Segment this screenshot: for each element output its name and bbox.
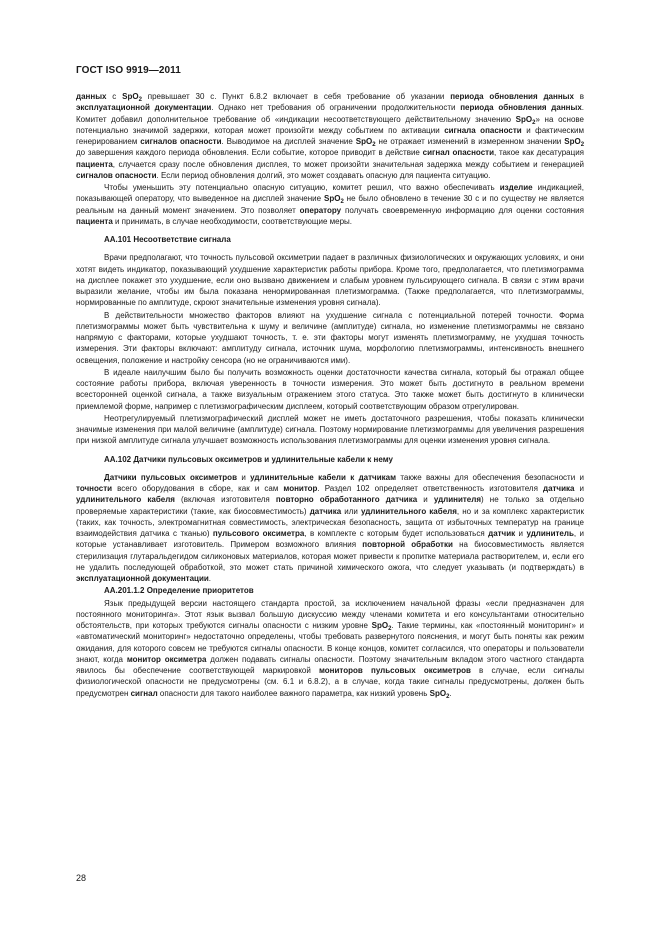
text-run: и принимать, в случае необходимости, соответствующие меры. xyxy=(112,216,353,226)
bold-term: датчика xyxy=(542,484,575,493)
bold-term: повторной обработки xyxy=(362,540,453,550)
text-run: и xyxy=(417,495,434,505)
bold-term: сигналов опасности xyxy=(140,137,222,146)
bold-term: удлинительного кабеля xyxy=(360,506,457,516)
bold-term: мониторов пульсовых оксиметров xyxy=(318,666,471,675)
paragraph xyxy=(76,252,584,308)
bold-term: удлинительные кабели к датчикам xyxy=(250,472,396,482)
bold-term: пациента xyxy=(76,216,113,226)
bold-term: удлинитель xyxy=(526,529,574,538)
bold-term: сигналов опасности xyxy=(76,170,157,180)
text-run: или xyxy=(341,506,361,516)
text-run: превышает 30 с. Пункт 6.8.2 включает в себя требование об указании xyxy=(141,92,451,101)
text-run: АА.102 Датчики пульсовых оксиметров и удлинительные кабели к нему xyxy=(104,454,393,464)
paragraph xyxy=(76,413,584,447)
bold-term: SpO xyxy=(515,114,533,124)
text-run: с xyxy=(106,92,123,101)
bold-term: точности xyxy=(76,484,113,493)
bold-term: удлинителя xyxy=(433,495,482,505)
subscript: 2 xyxy=(446,693,450,700)
text-run: и xyxy=(574,484,584,493)
text-run: не отражает изменений в измеренном значении xyxy=(375,137,565,146)
subscript: 2 xyxy=(372,142,376,148)
text-run: . Комитет добавил дополнительное требование об «индикации несоответствующего действительному значению xyxy=(76,103,585,124)
paragraph xyxy=(76,598,584,699)
bold-term: сигнала опасности xyxy=(444,125,522,135)
page-number: 28 xyxy=(76,873,87,883)
bold-term: SpO xyxy=(429,688,447,698)
text-run: ) не только за отдельно проверяемые характеристики (такие, как биосовместимость) xyxy=(76,495,584,516)
bold-term: пациента xyxy=(76,159,113,169)
text-run: на биосовместимость является стерилизация глутаральдегидом силиконовых материалов, которая может привести к пропитке материала растворителем, и, если его не удалить последующей обработкой, это может стать причиной химического ожога, что следует указывать (и подтверждать) в xyxy=(76,540,584,572)
text-run: . Такие термины, как «постоянный мониторинг» и «автоматический мониторинг» недостаточно определены, чтобы требовать развернутого пояснения, и могут быть поняты как режим ожидания, для которого совсем не требуются сигналы опасности. В конце концов, комитет согласился, что операторы и пользователи знают, когда xyxy=(76,621,585,664)
text-run: индикацией, показывающей оператору, что выведенное на дисплей значение xyxy=(76,183,584,204)
text-run: и xyxy=(236,472,251,482)
bold-term: монитор xyxy=(283,484,318,493)
bold-term: сигнал xyxy=(130,688,158,698)
subscript: 2 xyxy=(580,142,585,148)
text-run: также важны для обеспечения безопасности и xyxy=(396,472,584,482)
text-run: . xyxy=(208,574,212,583)
bold-term: Датчики пульсовых оксиметров xyxy=(104,472,237,482)
text-run: до завершения каждого периода обновления. Если событие, которое приводит в действие xyxy=(76,148,423,158)
bold-term: повторно обработанного датчика xyxy=(275,495,418,505)
bold-term: датчика xyxy=(309,506,342,516)
bold-term: оператору xyxy=(299,205,342,215)
bold-term: сигнал опасности xyxy=(422,148,494,158)
text-run: Неотрегулируемый плетизмографический дисплей может не иметь достаточного разрешения, чтобы показать клинически значимые изменения при малой величине (амплитуде) сигнала. Поэтому нормирование плетизмограммы для увеличения разрешения при низкой амплитуде сигнала улучшает возможность использования плетизмограммы для оценки изменения уровня сигнала. xyxy=(76,413,584,446)
paragraph xyxy=(76,472,584,585)
text-run: , и которые устанавливает изготовитель. Примером возможного влияния xyxy=(76,529,584,550)
text-run: Чтобы уменьшить эту потенциально опасную ситуацию, комитет решил, что важно обеспечивать xyxy=(104,183,500,192)
text-run: АА.201.1.2 Определение приоритетов xyxy=(104,586,254,596)
text-run: . Если период обновления долгий, это может создавать опасную для пациента ситуацию. xyxy=(156,170,491,180)
text-run: , в комплекте с которым будет использоваться xyxy=(304,529,489,538)
text-run: , но и за комплекс характеристик (таких, как точность, электромагнитная совместимость, электрическая безопасность, защита от избыточных температур на границе взаимодействия датчика с тканью) xyxy=(76,506,585,538)
text-run: Врачи предполагают, что точность пульсовой оксиметрии падает в различных физиологических и окружающих условиях, и они хотят видеть индикатор, показывающий ухудшение характеристик работы прибора. Кроме того, предполагается, что плетизмограмма на дисплее покажет это ухудшение, если оно вызвано движением и слабым уровнем пульсирующего сигнала. В связи с этим врачи выразили желание, чтобы им была показана ненормированная плетизмограмма. (Также предполагается, что плетизмограммы, нормированные по амплитуде, скроют значительные изменения уровня сигнала). xyxy=(76,253,584,308)
bold-term: SpO xyxy=(564,137,581,146)
subscript: 2 xyxy=(532,119,536,126)
bold-term: SpO xyxy=(355,137,373,146)
document-body xyxy=(76,91,584,699)
bold-term: удлинительного кабеля xyxy=(76,495,175,505)
paragraph xyxy=(76,182,584,227)
bold-term: периода обновления данных xyxy=(450,92,574,101)
page-header: ГОСТ ISO 9919—2011 xyxy=(76,65,181,76)
text-run: , случается сразу после обновления дисплея, то может произойти значительная задержка между событием и генерацией xyxy=(112,159,584,169)
text-run: В действительности множество факторов влияют на ухудшение сигнала с потенциальной потерей точности. Форма плетизмограммы может быть чувствительна к шуму и величине (амплитуде) сигнала, но изменение плетизмограммы не связано напрямую с факторами, которые ухудшают точность, т. е. эти факторы могут изменять плетизмограмму, не ухудшая точность измерения. Эти факторы включают: амплитуду сигнала, источник шума, морфологию плетизмограммы, интенсивность внешнего освещения, положение и настройку сенсора (но не ограничиваются ими). xyxy=(76,310,584,365)
text-run: В идеале наилучшим было бы получить возможность оценки достаточности качества сигнала, который бы отражал общее состояние работы прибора, включая уверенность в точности измерения. Это может быть достигнуто в реальном времени всесторонней оценкой сигнала, а также визуальным отражением этого статуса. Это также может быть достигнуто в клинически приемлемой форме, например с плетизмографическим дисплеем, который соответствующим образом отрегулирован. xyxy=(76,367,584,411)
bold-term: эксплуатационной документации xyxy=(76,103,212,113)
subscript: 2 xyxy=(388,626,392,632)
bold-term: эксплуатационной документации xyxy=(76,574,209,583)
text-run: . xyxy=(449,688,452,698)
text-run: всего оборудования в сборе, как и сам xyxy=(112,484,284,493)
text-run: в случае, если сигналы физиологической опасности не предусмотрены (см. 6.1 и 6.8.2), а в случае, когда такие сигналы предусмотрены, должен быть предусмотрен xyxy=(76,666,584,698)
section-heading xyxy=(104,585,584,596)
text-run: и фактическим генерированием xyxy=(76,125,584,146)
text-run: . Выводимое на дисплей значение xyxy=(221,137,356,146)
bold-term: SpO xyxy=(371,621,389,630)
text-run: в xyxy=(573,92,585,101)
bold-term: SpO xyxy=(323,194,341,204)
bold-term: изделие xyxy=(499,183,533,192)
section-heading xyxy=(104,454,584,465)
paragraph xyxy=(76,367,584,412)
paragraph xyxy=(76,310,584,366)
bold-term: пульсового оксиметра xyxy=(212,529,305,538)
subscript: 2 xyxy=(138,97,142,103)
paragraph xyxy=(76,91,584,181)
section-heading xyxy=(104,234,584,245)
bold-term: периода обновления данных xyxy=(460,103,582,113)
text-run: получать своевременную информацию для оценки состояния xyxy=(341,205,584,215)
text-run: (включая изготовителя xyxy=(174,495,276,505)
subscript: 2 xyxy=(340,199,344,206)
bold-term: монитор оксиметра xyxy=(126,654,207,664)
text-run: . Раздел 102 определяет ответственность изготовителя xyxy=(317,484,543,493)
bold-term: датчик xyxy=(488,529,516,538)
text-run: и xyxy=(515,529,527,538)
text-run: должен подавать сигналы опасности. Поэтому значительным вкладом этого частного стандарта явилось бы обеспечение соответствующей маркировкой xyxy=(76,654,584,675)
bold-term: данных xyxy=(76,92,107,101)
text-run: опасности для такого наиболее важного параметра, как низкий уровень xyxy=(157,688,430,698)
text-run: Язык предыдущей версии настоящего стандарта простой, за исключением начальной фразы «если предназначен для постоянного мониторинга». Этот язык вызвал большую дискуссию между членами комитета и его консультантами относительно обстоятельств, при которых требуются сигналы опасности с низким уровне xyxy=(76,598,584,630)
text-run: не было обновлено в течение 30 с и по существу не является реальным на данный момент значением. Это позволяет xyxy=(76,194,585,215)
text-run: . Однако нет требования об ограничении продолжительности xyxy=(211,103,461,113)
bold-term: SpO xyxy=(122,92,139,101)
text-run: АА.101 Несоответствие сигнала xyxy=(104,235,231,244)
text-run: » на основе потенциально значимой задержки, которая может произойти между событием по активации xyxy=(76,114,585,135)
text-run: , такое как десатурация xyxy=(494,148,584,158)
